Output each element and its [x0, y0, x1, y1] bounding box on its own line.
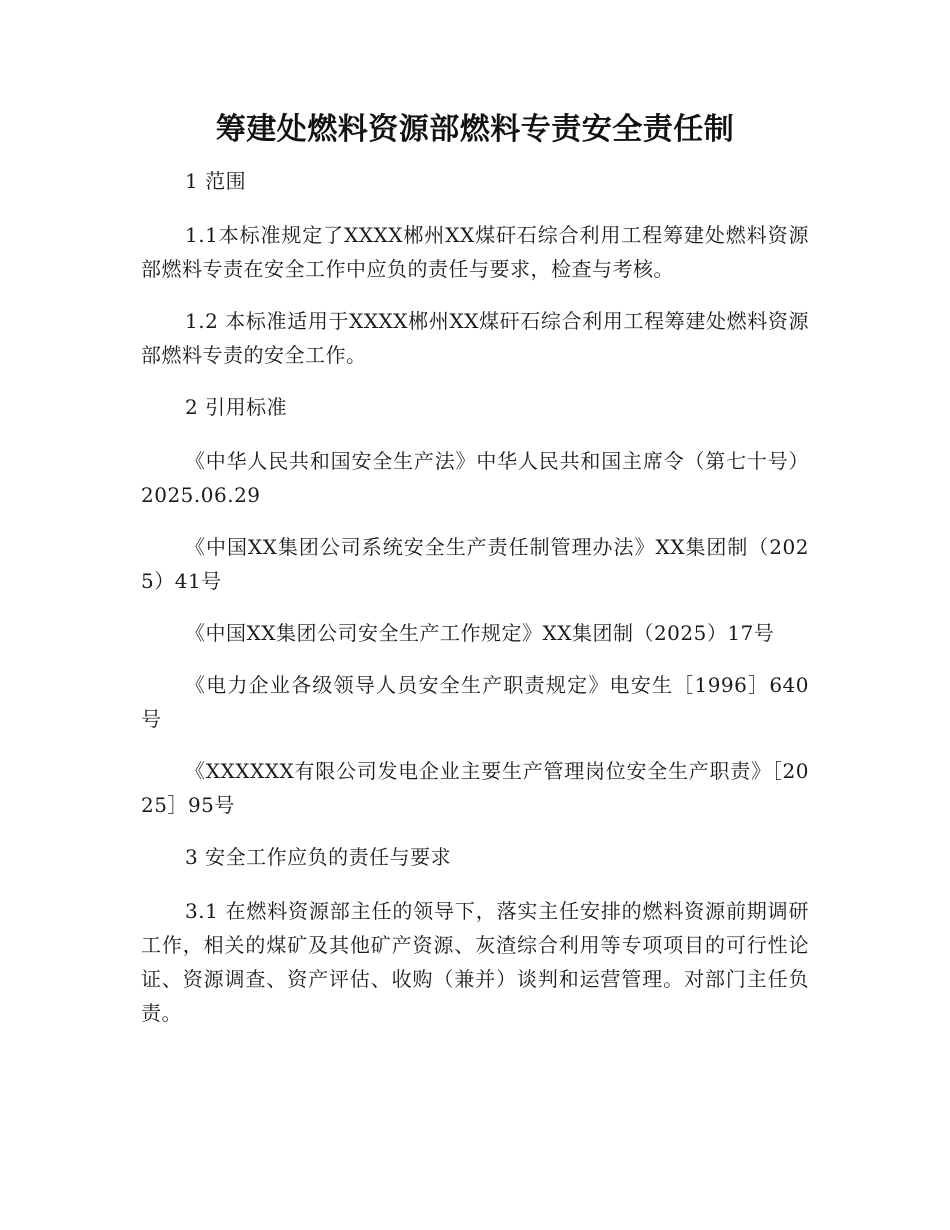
paragraph-3-1: 3.1 在燃料资源部主任的领导下，落实主任安排的燃料资源前期调研工作，相关的煤矿及其他矿产资源、灰渣综合利用等专项项目的可行性论证、资源调查、资产评估、收购（兼并）谈判和运营管理。对部门主任负责。 [141, 899, 809, 1025]
document-body [141, 164, 809, 1048]
reference-item: 《中华人民共和国安全生产法》中华人民共和国主席令（第七十号）2025.06.29 [141, 449, 809, 507]
paragraph-1-1: 1.1本标准规定了XXXX郴州XX煤矸石综合利用工程筹建处燃料资源部燃料专责在安全工作中应负的责任与要求，检查与考核。 [141, 223, 809, 281]
reference-item: 《中国XX集团公司安全生产工作规定》XX集团制（2025）17号 [185, 621, 775, 645]
document-title: 筹建处燃料资源部燃料专责安全责任制 [215, 112, 735, 147]
reference-item: 《XXXXXX有限公司发电企业主要生产管理岗位安全生产职责》［2025］95号 [141, 759, 809, 817]
reference-item: 《中国XX集团公司系统安全生产责任制管理办法》XX集团制（2025）41号 [141, 535, 809, 593]
paragraph-1-2: 1.2 本标准适用于XXXX郴州XX煤矸石综合利用工程筹建处燃料资源部燃料专责的安全工作。 [141, 309, 809, 367]
reference-item: 《电力企业各级领导人员安全生产职责规定》电安生［1996］640号 [141, 673, 809, 731]
section-heading-references: 2 引用标准 [185, 395, 288, 419]
section-heading-scope: 1 范围 [185, 169, 247, 193]
section-heading-responsibilities: 3 安全工作应负的责任与要求 [185, 845, 452, 869]
